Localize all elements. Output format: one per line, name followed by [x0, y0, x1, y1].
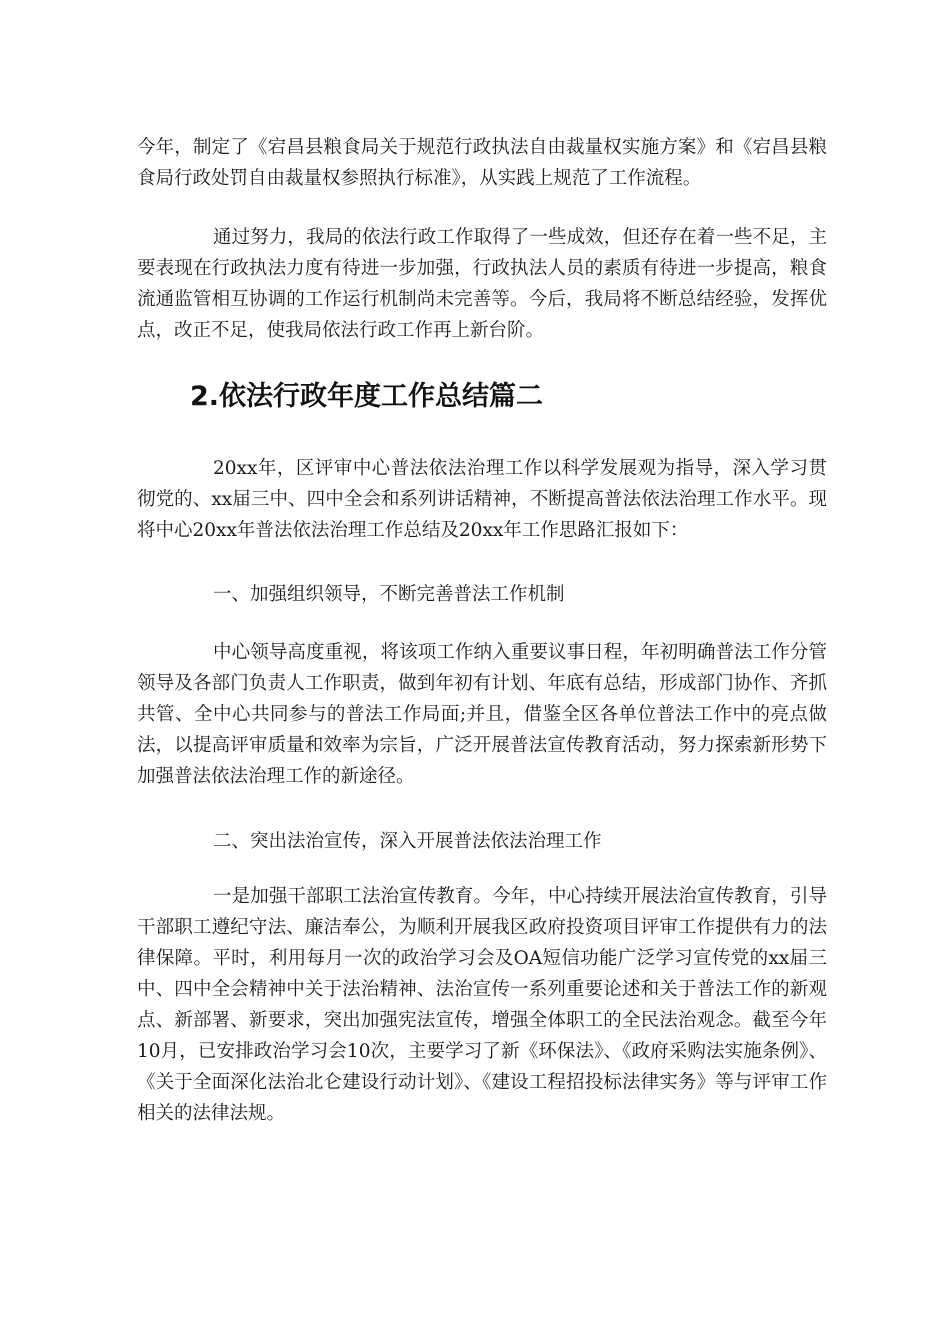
paragraph-publicity: 一是加强干部职工法治宣传教育。今年，中心持续开展法治宣传教育，引导干部职工遵纪守法、廉洁奉公，为顺利开展我区政府投资项目评审工作提供有力的法律保障。平时，利用每月一次的政治学习会及OA短信功能广泛学习宣传党的xx届三中、四中全会精神中关于法治精神、法治宣传一系列重要论述和关于普法工作的新观点、新部署、新要求，突出加强宪法宣传，增强全体职工的全民法治观念。截至今年10月，已安排政治学习会10次，主要学习了新《环保法》、《政府采购法实施条例》、《关于全面深化法治北仑建设行动计划》、《建设工程招投标法律实务》等与评审工作相关的法律法规。	[137, 886, 827, 1124]
section-heading: 2.依法行政年度工作总结篇二	[190, 381, 544, 412]
paragraph-plan-intro: 今年，制定了《宕昌县粮食局关于规范行政执法自由裁量权实施方案》和《宕昌县粮食局行政处罚自由裁量权参照执行标准》，从实践上规范了工作流程。	[137, 137, 827, 189]
paragraph-overview: 20xx年，区评审中心普法依法治理工作以科学发展观为指导，深入学习贯彻党的、xx届三中、四中全会和系列讲话精神，不断提高普法依法治理工作水平。现将中心20xx年普法依法治理工作总结及20xx年工作思路汇报如下：	[137, 458, 827, 541]
subheading-organization: 一、加强组织领导，不断完善普法工作机制	[213, 584, 565, 605]
paragraph-achievements: 通过努力，我局的依法行政工作取得了一些成效，但还存在着一些不足，主要表现在行政执法力度有待进一步加强，行政执法人员的素质有待进一步提高，粮食流通监管相互协调的工作运行机制尚未完善等。今后，我局将不断总结经验，发挥优点，改正不足，使我局依法行政工作再上新台阶。	[137, 227, 827, 341]
subheading-publicity: 二、突出法治宣传，深入开展普法依法治理工作	[213, 831, 602, 852]
paragraph-organization: 中心领导高度重视，将该项工作纳入重要议事日程，年初明确普法工作分管领导及各部门负责人工作职责，做到年初有计划、年底有总结，形成部门协作、齐抓共管、全中心共同参与的普法工作局面;并且，借鉴全区各单位普法工作中的亮点做法，以提高评审质量和效率为宗旨，广泛开展普法宣传教育活动，努力探索新形势下加强普法依法治理工作的新途径。	[137, 642, 827, 787]
